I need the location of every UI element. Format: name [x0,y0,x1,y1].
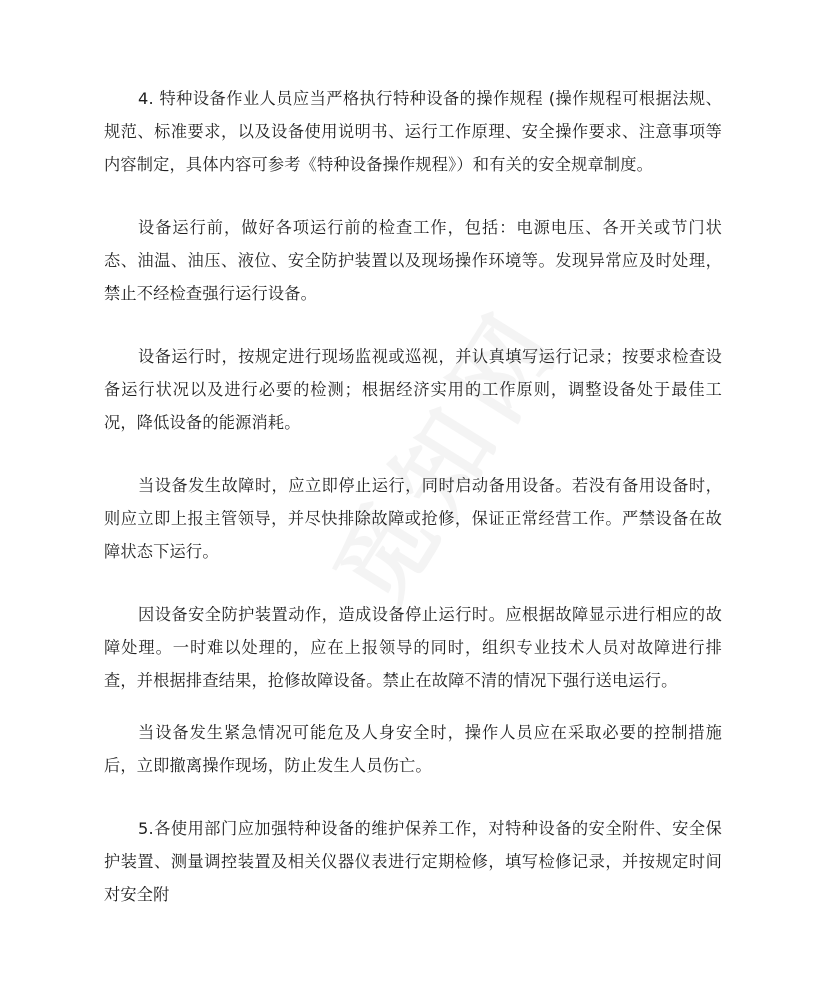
paragraph-pre-operation-check: 设备运行前，做好各项运行前的检查工作，包括：电源电压、各开关或节门状态、油温、油压、液位、安全防护装置以及现场操作环境等。发现异常应及时处理，禁止不经检查强行运行设备。 [104,218,722,303]
paragraph-during-operation: 设备运行时，按规定进行现场监视或巡视，并认真填写运行记录；按要求检查设备运行状况以及进行必要的检测；根据经济实用的工作原则，调整设备处于最佳工况，降低设备的能源消耗。 [104,347,722,432]
paragraph-safety-device-trip: 因设备安全防护装置动作，造成设备停止运行时。应根据故障显示进行相应的故障处理。一时难以处理的，应在上报领导的同时，组织专业技术人员对故障进行排查，并根据排查结果，抢修故障设备。禁止在故障不清的情况下强行送电运行。 [104,605,722,690]
paragraph-maintenance: 5.各使用部门应加强特种设备的维护保养工作，对特种设备的安全附件、安全保护装置、测量调控装置及相关仪器仪表进行定期检修，填写检修记录，并按规定时间对安全附 [104,819,722,904]
paragraph-emergency: 当设备发生紧急情况可能危及人身安全时，操作人员应在采取必要的控制措施后，立即撤离操作现场，防止发生人员伤亡。 [104,723,722,775]
document-page [104,0,722,986]
paragraph-fault-handling: 当设备发生故障时，应立即停止运行，同时启动备用设备。若没有备用设备时，则应立即上报主管领导，并尽快排除故障或抢修，保证正常经营工作。严禁设备在故障状态下运行。 [104,476,722,561]
paragraph-operating-rules: 4. 特种设备作业人员应当严格执行特种设备的操作规程 (操作规程可根据法规、规范、标准要求，以及设备使用说明书、运行工作原理、安全操作要求、注意事项等内容制定，具体内容可参考《特种设备操作规程》）和有关的安全规章制度。 [104,89,722,174]
